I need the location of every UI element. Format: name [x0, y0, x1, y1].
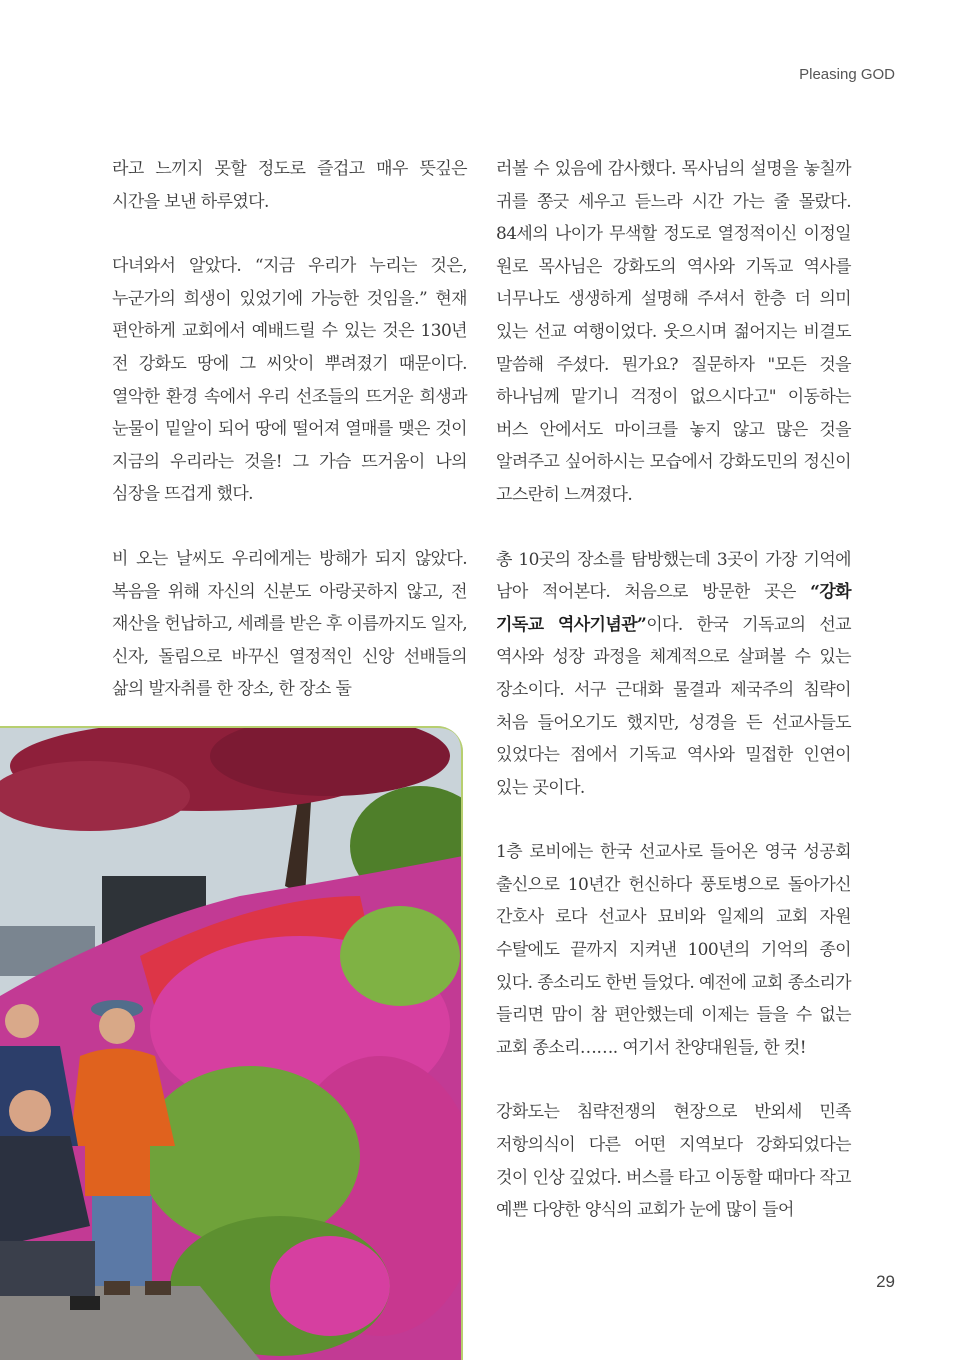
- section-header: Pleasing GOD: [799, 66, 895, 83]
- right-paragraph-3: 1층 로비에는 한국 선교사로 들어온 영국 성공회 출신으로 10년간 헌신하다 풍토병으로 돌아가신 간호사 로다 선교사 묘비와 일제의 교회 자원 수탈에도 끝까지 지켜낸 100년의 기억의 종이 있다. 종소리도 한번 들었다. 예전에 교회 종소리가 들리면 맘이 참 편안했는데 이제는 들을 수 없는 교회 종소리……. 여기서 찬양대원들, 한 컷!: [496, 842, 851, 1058]
- left-paragraph-3: 비 오는 날씨도 우리에게는 방해가 되지 않았다. 복음을 위해 자신의 신분도 아랑곳하지 않고, 전 재산을 헌납하고, 세례를 받은 후 이름까지도 일자, 신자, 돌림으로 바꾸신 열정적인 신앙 선배들의 삶의 발자취를 한 장소, 한 장소 둘: [112, 548, 467, 700]
- photo-shoe-3: [70, 1296, 100, 1310]
- page-number: 29: [876, 1272, 895, 1291]
- left-paragraph-2: 다녀와서 알았다. “지금 우리가 누리는 것은, 누군가의 희생이 있었기에 가능한 것임을.” 현재 편안하게 교회에서 예배드릴 수 있는 것은 130년 전 강화도 땅에 그 씨앗이 뿌려졌기 때문이다. 열악한 환경 속에서 우리 선조들의 뜨거운 희생과 눈물이 밑알이 되어 땅에 떨어져 열매를 맺은 것이 지금의 우리라는 것을! 그 가슴 뜨거움이 나의 심장을 뜨겁게 했다.: [112, 256, 467, 505]
- right-paragraph-1: 러볼 수 있음에 감사했다. 목사님의 설명을 놓칠까 귀를 쫑긋 세우고 듣느라 시간 가는 줄 몰랐다. 84세의 나이가 무색할 정도로 열정적이신 이정일 원로 목사님은 강화도의 역사와 기독교 역사를 너무나도 생생하게 설명해 주셔서 한층 더 의미 있는 선교 여행이었다. 웃으시며 젊어지는 비결도 말씀해 주셨다. 뭔가요? 질문하자 "모든 것을 하나님께 맡기니 걱정이 없으시다고" 이동하는 버스 안에서도 마이크를 놓지 않고 많은 것을 알려주고 싶어하시는 모습에서 강화도민의 정신이 고스란히 느껴졌다.: [496, 159, 851, 505]
- photo-shoe-2: [145, 1281, 171, 1295]
- photo-person-face-1: [99, 1008, 135, 1044]
- left-paragraph-1: 라고 느끼지 못할 정도로 즐겁고 매우 뜻깊은 시간을 보낸 하루였다.: [112, 159, 467, 212]
- photo-leaf-patch-2: [340, 906, 460, 1006]
- photo-person-face-2: [5, 1004, 39, 1038]
- left-column: [112, 153, 467, 738]
- photo-person-face-3: [9, 1090, 51, 1132]
- museum-name-highlight: “강화 기독교 역사기념관”: [496, 582, 851, 635]
- photo-jeans: [92, 1196, 152, 1286]
- photo-shoe-1: [104, 1281, 130, 1295]
- group-photo-azalea-hill: [0, 726, 463, 1360]
- right-paragraph-2: [496, 544, 851, 805]
- right-paragraph-2-start: 총 10곳의 장소를 탐방했는데 3곳이 가장 기억에 남아 적어본다. 처음으로 방문한 곳은: [496, 549, 851, 603]
- photo-azalea-cluster-3: [270, 1236, 390, 1336]
- photo-trousers: [0, 1241, 95, 1296]
- right-column: [496, 153, 851, 1259]
- right-paragraph-2-end: 이다. 한국 기독교의 선교 역사와 성장 과정을 체계적으로 살펴볼 수 있는 장소이다. 서구 근대화 물결과 제국주의 침략이 처음 들어오기도 했지만, 성경을 든 선교사들도 있었다는 점에서 기독교 역사와 밀접한 인연이 있는 곳이다.: [496, 614, 852, 798]
- right-paragraph-4: 강화도는 침략전쟁의 현장으로 반외세 민족 저항의식이 다른 어떤 지역보다 강화되었다는 것이 인상 깊었다. 버스를 타고 이동할 때마다 작고 예쁜 다양한 양식의 교회가 눈에 많이 들어: [496, 1102, 851, 1221]
